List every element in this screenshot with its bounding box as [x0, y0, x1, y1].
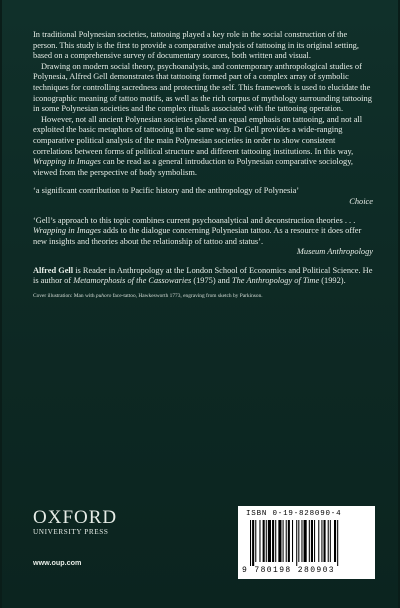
book-title-italic: Wrapping in Images — [33, 157, 101, 167]
author-name: Alfred Gell — [33, 265, 74, 275]
author-book-1: Metamorphosis of the Cassowaries — [73, 276, 192, 286]
blurb-paragraph-1: In traditional Polynesian societies, tattooing played a key role in the social construction of the person. This study is the first to provide a comparative analysis of tattooing in its original setting, based on a comprehensive survey of documentary sources, both written and visual. — [33, 30, 359, 61]
barcode-panel — [238, 506, 375, 579]
publisher-logo — [33, 508, 117, 537]
book-title-italic: Wrapping in Images — [33, 226, 101, 236]
review-quote-1 — [33, 186, 373, 207]
publisher-subtitle: UNIVERSITY PRESS — [33, 528, 109, 536]
blurb-paragraph-3: However, not all ancient Polynesian societies placed an equal emphasis on tattooing, and not all exploited the basic metaphors of tattooing in the same way. Dr Gell provides a wide-ranging comparative political analysis of the main Polynesian societies in order to show consistent correlations between forms of political structure and different tattooing institutions. In this way, Wrapping in Images can be read as a general introduction to Polynesian comparative sociology, viewed from the perspective of body symbolism. — [33, 114, 363, 177]
author-bio: Alfred Gell is Reader in Anthropology at the London School of Economics and Political Science. He is author of Metamorphosis of the Cassowaries (1975) and The Anthropology of Time (1992). — [33, 265, 373, 286]
quote-source: Choice — [349, 196, 373, 206]
quote-source: Museum Anthropology — [296, 247, 373, 257]
review-quote-2: ‘Gell’s approach to this topic combines current psychoanalytical and deconstruction theories . . . Wrapping in Images adds to the dialogue concerning Polynesian tattoo. As a resource it does offer new insights and theories about the relationship of tattoo and status’. Museum Anthropology — [33, 215, 373, 257]
barcode-digits: 9 780198 280903 — [242, 566, 336, 575]
barcode-icon — [250, 520, 364, 566]
cover-credit: Cover illustration: Man with puhoro face-tattoo, Hawkesworth 1773, engraving from sketch by Parkinson. — [33, 293, 263, 300]
quote-text: ‘a significant contribution to Pacific history and the anthropology of Polynesia’ — [33, 186, 300, 196]
blurb-block — [33, 30, 373, 300]
isbn-label: ISBN 0-19-828090-4 — [246, 510, 342, 518]
blurb-paragraph-2: Drawing on modern social theory, psychoanalysis, and contemporary anthropological studies of Polynesia, Alfred Gell demonstrates that tattooing formed part of a complex array of symbolic techniques for controlling sacredness and protecting the self. This framework is used to elucidate the iconographic meaning of tattoo motifs, as well as the rich corpus of mythology surrounding tattooing in some Polynesian societies and the complex rituals associated with the tattooing operation. — [33, 61, 372, 114]
publisher-name: OXFORD — [33, 507, 118, 528]
author-book-2: The Anthropology of Time — [231, 276, 320, 286]
publisher-url: www.oup.com — [33, 558, 82, 567]
